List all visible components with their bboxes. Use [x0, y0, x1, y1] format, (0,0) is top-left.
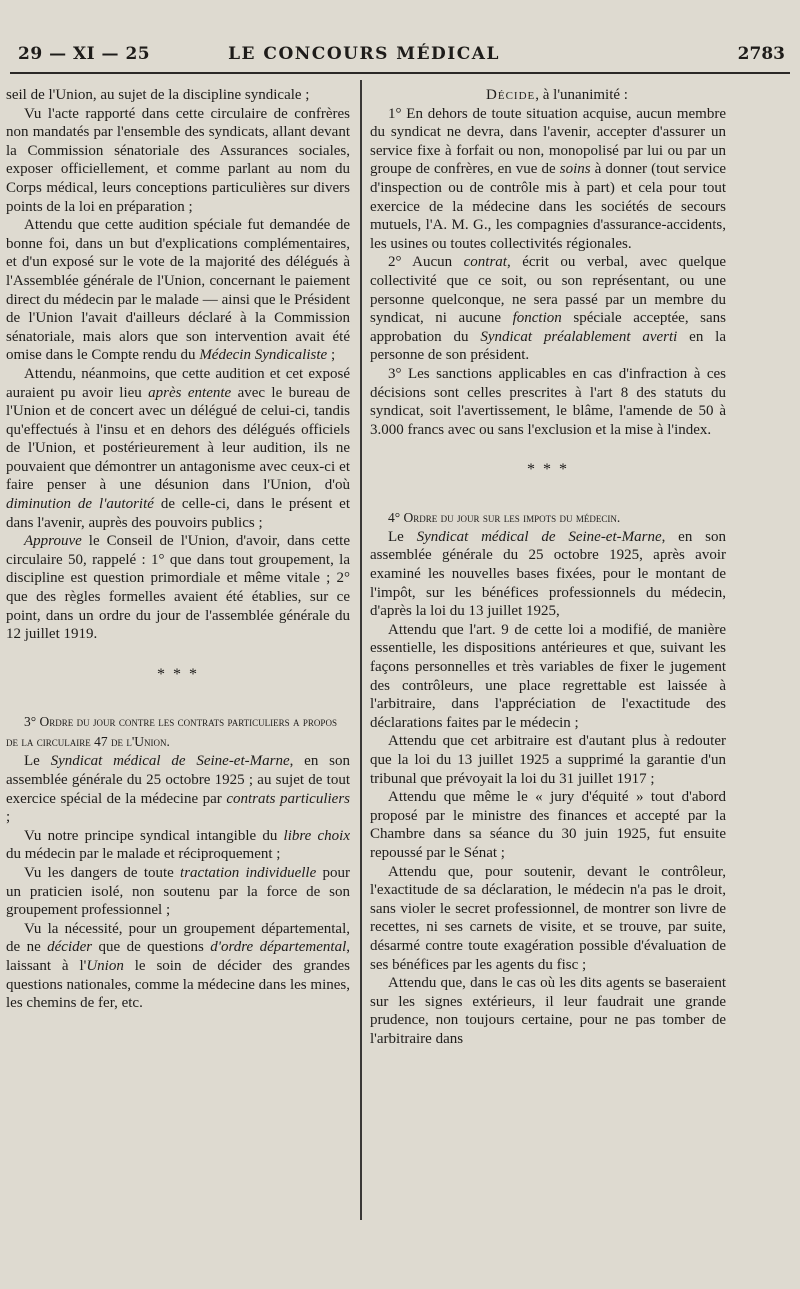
paragraph: Vu les dangers de toute tractation individuelle pour un praticien isolé, non soutenu par la force de son groupement professionnel ;: [6, 864, 350, 919]
paragraph: Attendu que même le « jury d'équité » tout d'abord proposé par le ministre des finances et accepté par la Chambre dans sa séance du 30 juin 1925, fut ensuite repoussé par le Sénat ;: [370, 789, 726, 861]
paragraph: 3° Les sanctions applicables en cas d'infraction à ces décisions sont celles prescrites à l'art 8 des statuts du syndicat, soit l'avertissement, le blâme, l'amende de 50 à 3.000 francs avec ou sans l'exclusion et la mise à l'index.: [370, 365, 726, 438]
paragraph: Le Syndicat médical de Seine-et-Marne, en son assemblée générale du 25 octobre 1925, après avoir examiné les nouvelles bases fixées, pour le montant de l'impôt, sur les bénéfices professionnels du médecin, d'après la loi du 13 juillet 1925,: [370, 528, 726, 620]
paragraph: Attendu que cette audition spéciale fut demandée de bonne foi, dans un but d'explications complémentaires, et d'un exposé sur le vote de la majorité des délégués à l'Assemblée générale de l'Union, concernant le paiement direct du médecin par le malade — ainsi que le Président de l'Union l'avait d'ailleurs déclaré à la Commission sénatoriale, mais alors que son intervention avait été omise dans le Compte rendu du Médecin Syndicaliste ;: [6, 217, 350, 364]
right-column: [370, 86, 726, 1049]
paragraph: Attendu, néanmoins, que cette audition et cet exposé auraient pu avoir lieu après entente avec le bureau de l'Union et de concert avec un délégué de celui-ci, tandis qu'effectués à l'insu et en dehors des délégués officiels de l'Union, et postérieurement à leur audition, ils ne pouvaient que démontrer un antagonisme avec ceux-ci et faire penser à une désunion dans l'Union, d'où diminution de l'autorité de celle-ci, dans le présent et dans l'avenir, auprès des pouvoirs publics ;: [6, 365, 350, 531]
section-heading: 4° Ordre du jour sur les impots du médecin.: [388, 509, 621, 525]
paragraph: 2° Aucun contrat, écrit ou verbal, avec quelque collectivité que ce soit, ou son représentant, ou une personne quelconque, ne sera passé par un membre du syndicat, ni aucune fonction spéciale acceptée, sans approbation du Syndicat préalablement averti en la personne de son président.: [370, 254, 726, 364]
decision-heading: Décide, à l'unanimité :: [486, 87, 628, 103]
section-heading: 3° Ordre du jour contre les contrats particuliers a propos de la circulaire 47 de l'Union.: [6, 714, 337, 750]
paragraph: 1° En dehors de toute situation acquise, aucun membre du syndicat ne devra, dans l'avenir, accepter d'assurer un service fixe à forfait ou non, monopolisé par lui ou par un groupe de confrères, en vue de soins à donner (tout service d'inspection ou de contrôle mis à part) et cela pour tout exercice de la médecine dans les sociétés de secours mutuels, l'A. M. G., les compagnies d'assurance-accidents, les usines ou toutes collectivités régionales.: [370, 105, 726, 252]
column-divider: [360, 80, 362, 1220]
section-separator: * * *: [157, 665, 199, 683]
page-header: [18, 44, 785, 72]
paragraph: Attendu que cet arbitraire est d'autant plus à redouter que la loi du 13 juillet 1925 a supprimé la garantie d'un tribunal que prévoyait la loi du 31 juillet 1917 ;: [370, 733, 726, 787]
paragraph: Vu l'acte rapporté dans cette circulaire de confrères non mandatés par l'ensemble des syndicats, allant devant la Commission sénatoriale des Assurances sociales, exposer officiellement, et comme parlant au nom du Corps médical, leurs conceptions particulières sur divers points de la loi en préparation ;: [6, 105, 350, 215]
paragraph: Vu notre principe syndical intangible du libre choix du médecin par le malade et réciproquement ;: [6, 827, 350, 863]
paragraph: Attendu que, pour soutenir, devant le contrôleur, l'exactitude de sa déclaration, le médecin n'a pas le droit, sans violer le secret professionnel, de montrer son livre de recettes, ni ses carnets de visite, et se trouve, par suite, désarmé contre toute exagération possible d'évaluation de ses bénéfices par les agents du fisc ;: [370, 863, 726, 973]
paragraph: Vu la nécessité, pour un groupement départemental, de ne décider que de questions d'ordre départemental, laissant à l'Union le soin de décider des grandes questions nationales, comme la médecine dans les mines, les chemins de fer, etc.: [6, 920, 350, 1012]
left-column: [6, 86, 350, 1013]
paragraph: Attendu que, dans le cas où les dits agents se baseraient sur les signes extérieurs, il leur faudrait une grande prudence, non toujours certaine, pour ne pas tomber de l'arbitraire dans: [370, 975, 726, 1047]
page-number: 2783: [737, 44, 785, 64]
journal-title: LE CONCOURS MÉDICAL: [228, 44, 500, 64]
section-separator: * * *: [527, 461, 569, 479]
paragraph: Le Syndicat médical de Seine-et-Marne, en son assemblée générale du 25 octobre 1925 ; au sujet de tout exercice spécial de la médecine par contrats particuliers ;: [6, 753, 350, 826]
paragraph: seil de l'Union, au sujet de la discipline syndicale ;: [6, 87, 310, 103]
paragraph: Approuve le Conseil de l'Union, d'avoir, dans cette circulaire 50, rappelé : 1° que dans tout groupement, la discipline est question primordiale et même vitale ; 2° que des règles formelles avaient été établies, sur ce point, dans un ordre du jour de l'assemblée générale du 12 juillet 1919.: [6, 533, 350, 643]
paragraph: Attendu que l'art. 9 de cette loi a modifié, de manière essentielle, les dispositions antérieures et que, suivant les façons personnelles et très variables de fixer le jugement des contrôleurs, une place regrettable est laissée à l'arbitraire, dans l'appréciation de l'exactitude des déclarations faites par le médecin ;: [370, 621, 726, 731]
issue-date: 29 — XI — 25: [18, 44, 151, 64]
header-rule: [10, 72, 790, 74]
